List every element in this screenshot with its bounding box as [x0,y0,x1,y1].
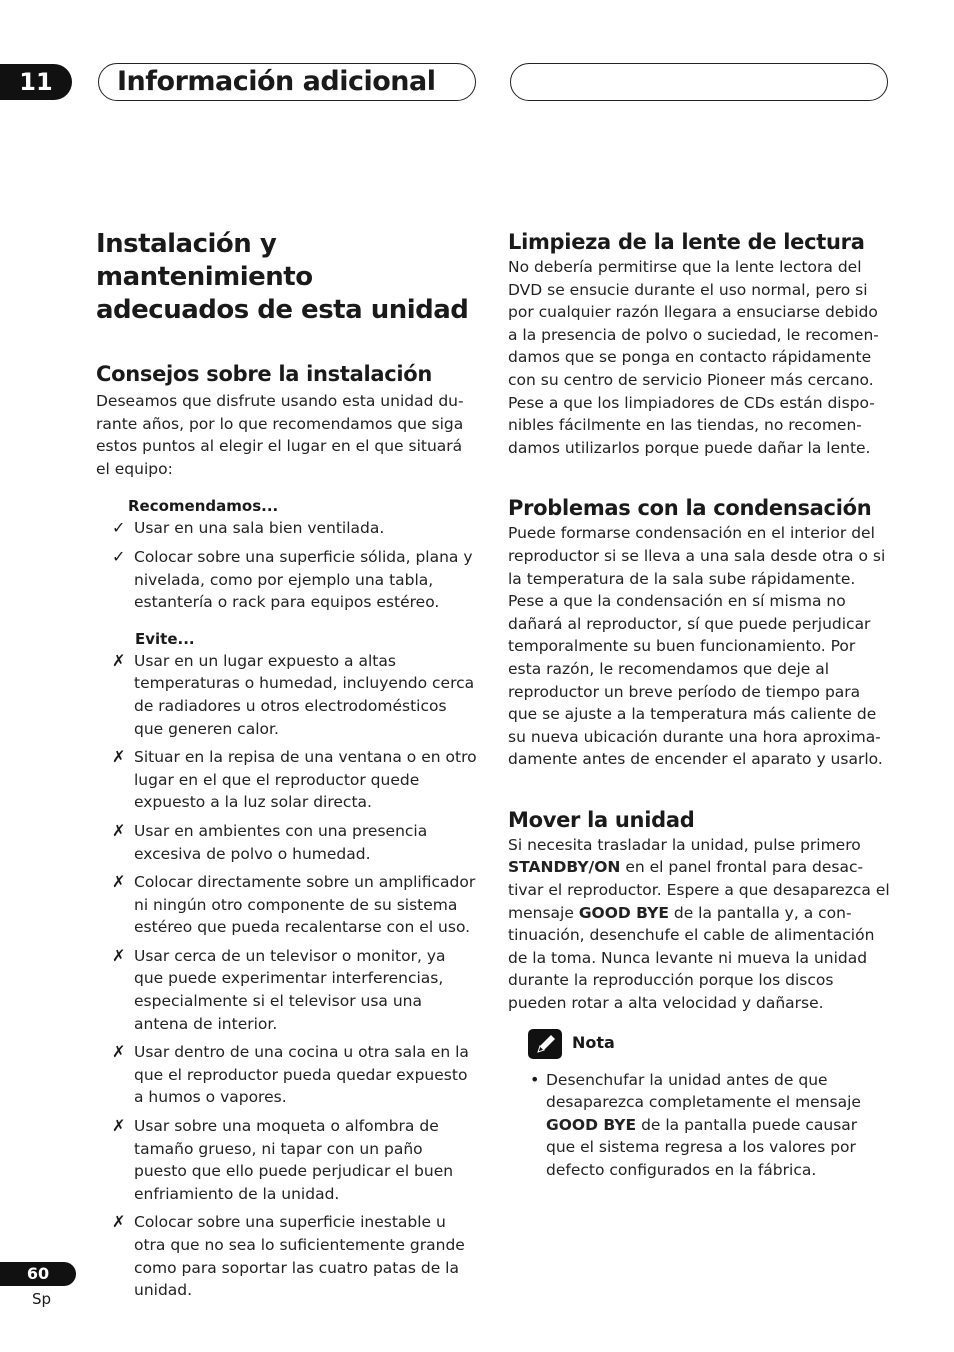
note-item: • Desenchufar la unidad antes de que desaparezca completamente el mensaje GOOD BYE de la pantalla puede causar que el sistema regresa a los valores por defecto configurados en la fábrica. [530,1069,861,1179]
list-item: ✗ Colocar directamente sobre un amplificador ni ningún otro componente de su sistema estéreo que pueda recalentarse con el uso. [112,872,476,937]
list-item: ✓ Usar en una sala bien ventilada. [96,517,478,540]
cross-icon: ✗ [112,872,126,892]
list-item: ✗ Usar cerca de un televisor o monitor, ya que puede experimentar interferencias, especialmente si el televisor usa una antena de interior. [112,945,446,1033]
left-column [96,228,478,1302]
recommended-list [96,517,478,613]
goodbye-label: GOOD BYE [578,903,669,922]
note-label: Nota [572,1032,615,1052]
chapter-empty-frame [510,63,888,101]
main-title-line1: Instalación y mantenimiento [96,229,313,292]
avoid-heading: Evite... [135,629,195,648]
cross-icon: ✗ [112,1116,126,1136]
goodbye-label: GOOD BYE [546,1115,637,1134]
recommended-heading: Recomendamos... [128,497,279,516]
standby-on-label: STANDBY/ON [508,858,621,877]
list-item: ✗ Usar en ambientes con una presencia excesiva de polvo o humedad. [112,820,428,863]
move-body: Si necesita trasladar la unidad, pulse primero STANDBY/ON en el panel frontal para desac-tivar el reproductor. Espere a que desaparezca el mensaje GOOD BYE de la pantalla y, a con-tinuación, desenchufe el cable de alimentación de la toma. Nunca levante ni mueva la unidad durante la reproducción porque los discos pueden rotar a alta velocidad y dañarse. [508,835,890,1013]
list-item: ✗ Colocar sobre una superficie inestable u otra que no sea lo suficientemente grande como para soportar las cuatro patas de la unidad. [112,1212,465,1300]
list-item: ✗ Usar dentro de una cocina u otra sala en la que el reproductor pueda quedar expuesto a humos o vapores. [112,1042,469,1107]
main-title-line2: adecuados de esta unidad [96,295,469,325]
note-box [508,1029,890,1182]
installation-heading: Consejos sobre la instalación [96,362,433,386]
list-item: ✗ Usar en un lugar expuesto a altas temperaturas o humedad, incluyendo cerca de radiadores u otros electrodomésticos que generen calor. [112,650,475,738]
check-icon: ✓ [112,518,126,538]
pencil-icon [528,1029,562,1059]
language-code: Sp [32,1290,52,1308]
main-title [96,228,478,327]
list-item: ✗ Situar en la repisa de una ventana o en otro lugar en el que el reproductor quede expuesto a la luz solar directa. [112,747,477,812]
chapter-title: Información adicional [117,66,436,97]
condensation-heading: Problemas con la condensación [508,496,872,521]
page-number: 60 [0,1262,76,1286]
bullet-icon: • [530,1069,540,1089]
cross-icon: ✗ [112,945,126,965]
condensation-body: Puede formarse condensación en el interior del reproductor si se lleva a una sala desde otra o si la temperatura de la sala sube rápidamente. Pese a que la condensación en sí misma no dañará al reproductor, sí que puede perjudicar temporalmente su buen funcionamiento. Por esta razón, le recomendamos que deje al reproductor un breve período de tiempo para que se ajuste a la temperatura más caliente de su nueva ubicación durante una hora aproxima-damente antes de encender el aparato y usarlo. [508,524,886,769]
move-heading: Mover la unidad [508,807,695,832]
lens-heading: Limpieza de la lente de lectura [508,230,865,254]
lens-body: No debería permitirse que la lente lectora del DVD se ensucie durante el uso normal, pero si por cualquier razón llegara a ensuciarse debido a la presencia de polvo o suciedad, le recomen-damos que se ponga en contacto rápidamente con su centro de servicio Pioneer más cercano. Pese a que los limpiadores de CDs están dispo-nibles fácilmente en las tiendas, no recomen-damos utilizarlos porque puede dañar la lente. [508,258,879,457]
check-icon: ✓ [112,546,126,566]
avoid-list [96,650,478,1302]
right-column [508,229,890,1182]
chapter-number: 11 [0,64,72,100]
cross-icon: ✗ [112,747,126,767]
cross-icon: ✗ [112,650,126,670]
list-item: ✗ Usar sobre una moqueta o alfombra de tamaño grueso, ni tapar con un paño puesto que ello puede perjudicar el buen enfriamiento de la unidad. [112,1116,454,1203]
cross-icon: ✗ [112,820,126,840]
cross-icon: ✗ [112,1212,126,1232]
note-header [508,1029,890,1063]
list-item: ✓ Colocar sobre una superficie sólida, plana y nivelada, como por ejemplo una tabla, estantería o rack para equipos estéreo. [112,546,473,612]
installation-intro: Deseamos que disfrute usando esta unidad du-rante años, por lo que recomendamos que siga estos puntos al elegir el lugar en el que situará el equipo: [96,392,464,478]
cross-icon: ✗ [112,1042,126,1062]
